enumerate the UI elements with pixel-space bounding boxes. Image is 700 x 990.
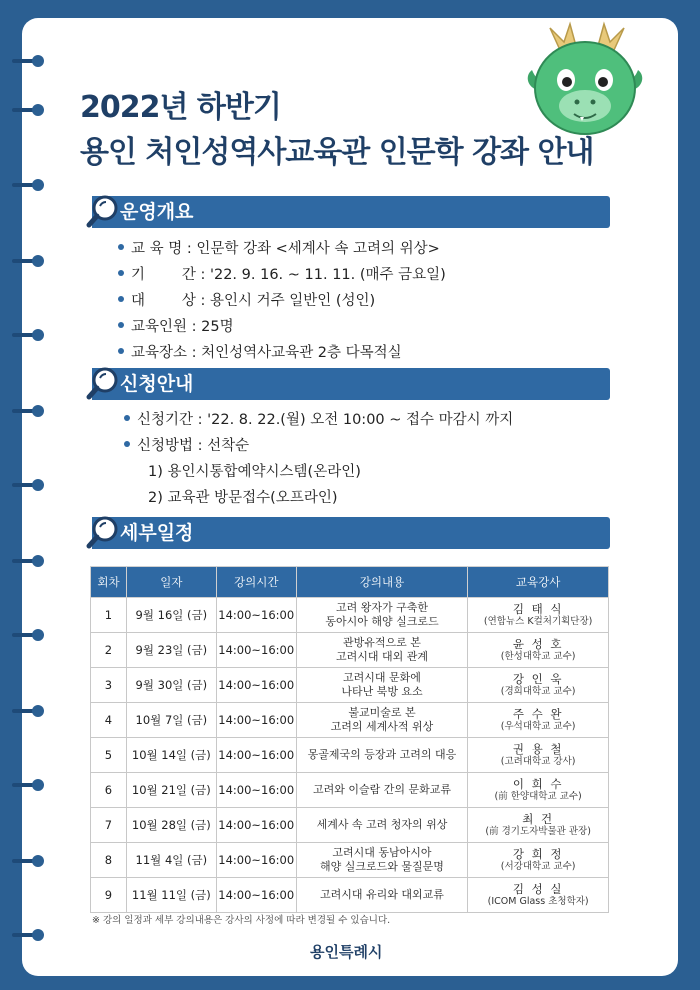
bullet-icon <box>118 244 124 250</box>
cell-date: 9월 16일 (금) <box>126 598 216 633</box>
cell-topic <box>296 843 468 878</box>
cell-time: 14:00~16:00 <box>216 878 296 913</box>
instructor-affiliation: (서강대학교 교수) <box>500 861 576 873</box>
cell-date: 10월 28일 (금) <box>126 808 216 843</box>
bullet-icon <box>118 348 124 354</box>
schedule-note: ※ 강의 일정과 세부 강의내용은 강사의 사정에 따라 변경될 수 있습니다. <box>92 915 391 926</box>
lecture-topic: 고려시대 문화에 <box>343 671 421 685</box>
cell-date: 11월 11일 (금) <box>126 878 216 913</box>
instructor-affiliation: (ICOM Glass 초청학자) <box>487 896 589 908</box>
column-header: 교육강사 <box>468 567 609 598</box>
application-item: 신청기간 : '22. 8. 22.(월) 오전 10:00 ~ 접수 마감시 까지 <box>124 408 513 429</box>
column-header: 회차 <box>91 567 127 598</box>
cell-time: 14:00~16:00 <box>216 668 296 703</box>
binding-ring <box>12 254 46 268</box>
cell-instructor <box>468 633 609 668</box>
instructor-affiliation: (고려대학교 강사) <box>500 756 576 768</box>
lecture-topic: 관방유적으로 본 <box>343 636 421 650</box>
binding-ring <box>12 328 46 342</box>
cell-date: 10월 21일 (금) <box>126 773 216 808</box>
cell-time: 14:00~16:00 <box>216 633 296 668</box>
instructor-name: 윤 성 호 <box>512 636 564 651</box>
cell-time: 14:00~16:00 <box>216 738 296 773</box>
cell-topic <box>296 598 468 633</box>
cell-time: 14:00~16:00 <box>216 773 296 808</box>
instructor-name: 이 희 수 <box>512 776 564 791</box>
cell-no: 8 <box>91 843 127 878</box>
bullet-icon <box>118 270 124 276</box>
table-header-row <box>91 567 609 598</box>
cell-instructor <box>468 878 609 913</box>
city-logo: 용인특례시 <box>310 943 383 961</box>
table-row <box>91 598 609 633</box>
application-method: 2) 교육관 방문접수(오프라인) <box>148 490 338 506</box>
page-title-line1: 2022년 하반기 <box>80 90 281 125</box>
page-title-line2: 용인 처인성역사교육관 인문학 강좌 안내 <box>80 135 594 170</box>
cell-date: 10월 7일 (금) <box>126 703 216 738</box>
instructor-name: 강 희 정 <box>512 846 564 861</box>
binding-ring <box>12 404 46 418</box>
cell-no: 4 <box>91 703 127 738</box>
instructor-name: 강 인 욱 <box>512 671 564 686</box>
binding-ring <box>12 928 46 942</box>
cell-topic <box>296 808 468 843</box>
cell-topic <box>296 738 468 773</box>
bullet-icon <box>124 415 130 421</box>
section-heading-schedule: 세부일정 <box>120 522 194 544</box>
cell-no: 3 <box>91 668 127 703</box>
bullet-icon <box>118 296 124 302</box>
cell-no: 2 <box>91 633 127 668</box>
instructor-name: 김 태 식 <box>512 601 564 616</box>
table-row <box>91 633 609 668</box>
binding-ring <box>12 704 46 718</box>
lecture-topic: 고려시대 대외 관계 <box>335 650 428 663</box>
cell-time: 14:00~16:00 <box>216 808 296 843</box>
lecture-topic: 세계사 속 고려 청자의 위상 <box>316 818 448 832</box>
cell-topic <box>296 703 468 738</box>
binding-ring <box>12 854 46 868</box>
cell-no: 9 <box>91 878 127 913</box>
column-header: 강의내용 <box>296 567 468 598</box>
instructor-affiliation: (우석대학교 교수) <box>500 721 576 733</box>
instructor-name: 권 용 철 <box>512 741 564 756</box>
cell-time: 14:00~16:00 <box>216 843 296 878</box>
table-row <box>91 878 609 913</box>
cell-no: 6 <box>91 773 127 808</box>
application-item: 신청방법 : 선착순 <box>124 434 249 455</box>
cell-no: 7 <box>91 808 127 843</box>
cell-instructor <box>468 703 609 738</box>
binding-ring <box>12 628 46 642</box>
cell-instructor <box>468 738 609 773</box>
cell-no: 5 <box>91 738 127 773</box>
overview-item: 대 상 : 용인시 거주 일반인 (성인) <box>118 289 375 310</box>
search-icon <box>86 366 118 400</box>
instructor-name: 최 건 <box>522 811 555 826</box>
cell-instructor <box>468 773 609 808</box>
column-header: 강의시간 <box>216 567 296 598</box>
lecture-topic: 해양 실크로드와 물질문명 <box>320 860 444 873</box>
lecture-topic: 고려 왕자가 구축한 <box>335 601 428 615</box>
lecture-topic: 동아시아 해양 실크로드 <box>325 615 439 628</box>
cell-topic <box>296 633 468 668</box>
cell-date: 9월 30일 (금) <box>126 668 216 703</box>
cell-instructor <box>468 598 609 633</box>
instructor-affiliation: (경희대학교 교수) <box>500 686 576 698</box>
overview-item: 기 간 : '22. 9. 16. ~ 11. 11. (매주 금요일) <box>118 263 446 284</box>
lecture-topic: 나타난 북방 요소 <box>341 685 423 698</box>
table-row <box>91 773 609 808</box>
lecture-topic: 고려시대 동남아시아 <box>332 846 432 860</box>
table-row <box>91 843 609 878</box>
dragon-mascot <box>520 20 650 140</box>
instructor-affiliation: (연합뉴스 K컬처기획단장) <box>483 616 593 628</box>
instructor-affiliation: (前 경기도자박물관 관장) <box>485 826 591 838</box>
binding-ring <box>12 478 46 492</box>
table-row <box>91 808 609 843</box>
overview-item: 교육장소 : 처인성역사교육관 2층 다목적실 <box>118 341 402 362</box>
section-heading-application: 신청안내 <box>120 373 194 395</box>
cell-instructor <box>468 808 609 843</box>
cell-time: 14:00~16:00 <box>216 598 296 633</box>
cell-date: 10월 14일 (금) <box>126 738 216 773</box>
cell-date: 9월 23일 (금) <box>126 633 216 668</box>
table-row <box>91 703 609 738</box>
search-icon <box>86 515 118 549</box>
lecture-topic: 몽골제국의 등장과 고려의 대응 <box>307 748 457 762</box>
section-heading-overview: 운영개요 <box>120 201 194 223</box>
instructor-name: 주 수 완 <box>512 706 564 721</box>
lecture-topic: 고려의 세계사적 위상 <box>330 720 434 733</box>
binding-ring <box>12 103 46 117</box>
lecture-topic: 고려시대 유리와 대외교류 <box>320 888 444 902</box>
bullet-icon <box>118 322 124 328</box>
cell-instructor <box>468 843 609 878</box>
overview-item: 교육인원 : 25명 <box>118 315 234 336</box>
table-row <box>91 668 609 703</box>
cell-date: 11월 4일 (금) <box>126 843 216 878</box>
binding-ring <box>12 778 46 792</box>
cell-topic <box>296 773 468 808</box>
cell-instructor <box>468 668 609 703</box>
schedule-table <box>90 566 609 913</box>
search-icon <box>86 194 118 228</box>
bullet-icon <box>124 441 130 447</box>
binding-ring <box>12 54 46 68</box>
binding-ring <box>12 178 46 192</box>
instructor-affiliation: (前 한양대학교 교수) <box>494 791 582 803</box>
table-row <box>91 738 609 773</box>
cell-time: 14:00~16:00 <box>216 703 296 738</box>
lecture-topic: 불교미술로 본 <box>348 706 416 720</box>
column-header: 일자 <box>126 567 216 598</box>
instructor-affiliation: (한성대학교 교수) <box>500 651 576 663</box>
cell-no: 1 <box>91 598 127 633</box>
overview-item: 교 육 명 : 인문학 강좌 <세계사 속 고려의 위상> <box>118 237 440 258</box>
lecture-topic: 고려와 이슬람 간의 문화교류 <box>312 783 451 797</box>
application-method: 1) 용인시통합예약시스템(온라인) <box>148 464 361 480</box>
instructor-name: 김 성 실 <box>512 881 564 896</box>
cell-topic <box>296 878 468 913</box>
binding-ring <box>12 554 46 568</box>
cell-topic <box>296 668 468 703</box>
